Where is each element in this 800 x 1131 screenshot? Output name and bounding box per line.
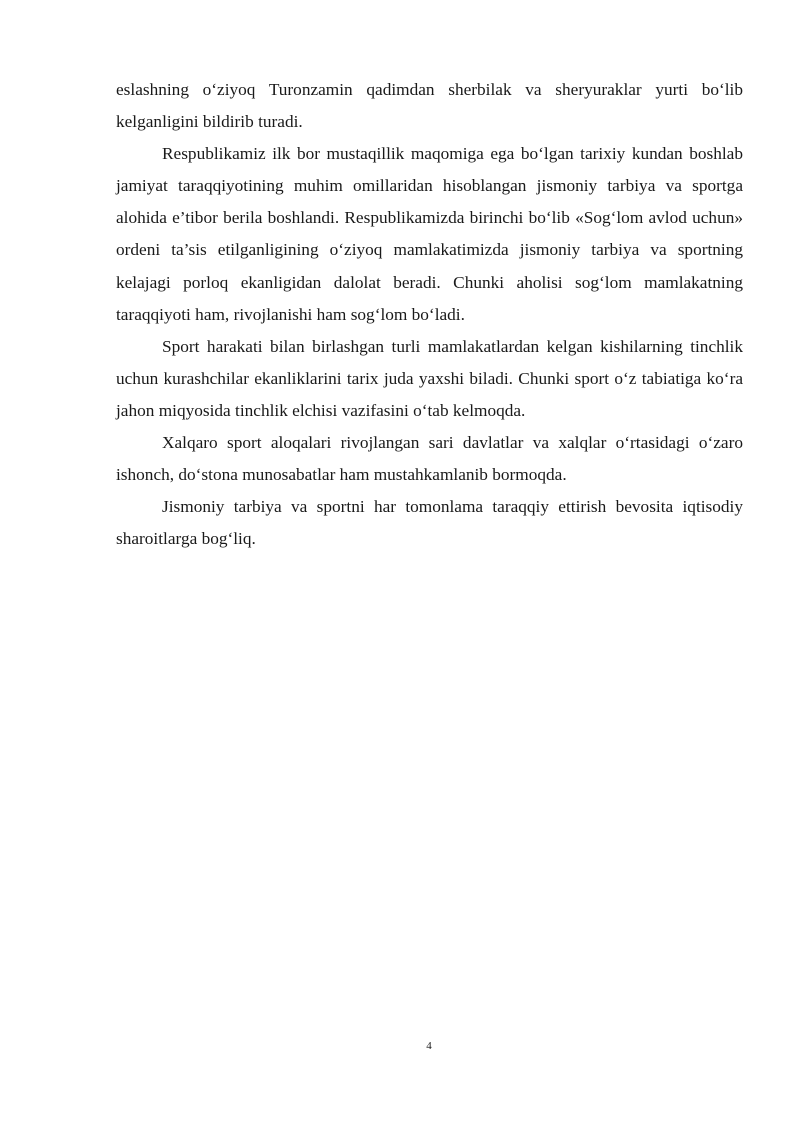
paragraph-5: Jismoniy tarbiya va sportni har tomonlama taraqqiy ettirish bevosita iqtisodiy sharoitlarga bog‘liq. <box>116 497 743 549</box>
paragraph-4: Xalqaro sport aloqalari rivojlangan sari davlatlar va xalqlar o‘rtasidagi o‘zaro ishonch, do‘stona munosabatlar ham mustahkamlanib bormoqda. <box>116 433 743 485</box>
paragraph-1: eslashning o‘ziyoq Turonzamin qadimdan sherbilak va sheryuraklar yurti bo‘lib kelganligini bildirib turadi. <box>116 80 743 132</box>
paragraph-2: Respublikamiz ilk bor mustaqillik maqomiga ega bo‘lgan tarixiy kundan boshlab jamiyat taraqqiyotining muhim omillaridan hisoblangan jismoniy tarbiya va sportga alohida e’tibor berila boshlandi. Respublikamizda birinchi bo‘lib «Sog‘lom avlod uchun» ordeni ta’sis etilganligining o‘ziyoq mamlakatimizda jismoniy tarbiya va sportning kelajagi porloq ekanligidan dalolat beradi. Chunki aholisi sog‘lom mamlakatning taraqqiyoti ham, rivojlanishi ham sog‘lom bo‘ladi. <box>116 144 743 324</box>
page-number: 4 <box>426 1040 432 1052</box>
paragraph-3: Sport harakati bilan birlashgan turli mamlakatlardan kelgan kishilarning tinchlik uchun kurashchilar ekanliklarini tarix juda yaxshi biladi. Chunki sport o‘z tabiatiga ko‘ra jahon miqyosida tinchlik elchisi vazifasini o‘tab kelmoqda. <box>116 336 743 420</box>
body-text <box>116 74 743 555</box>
